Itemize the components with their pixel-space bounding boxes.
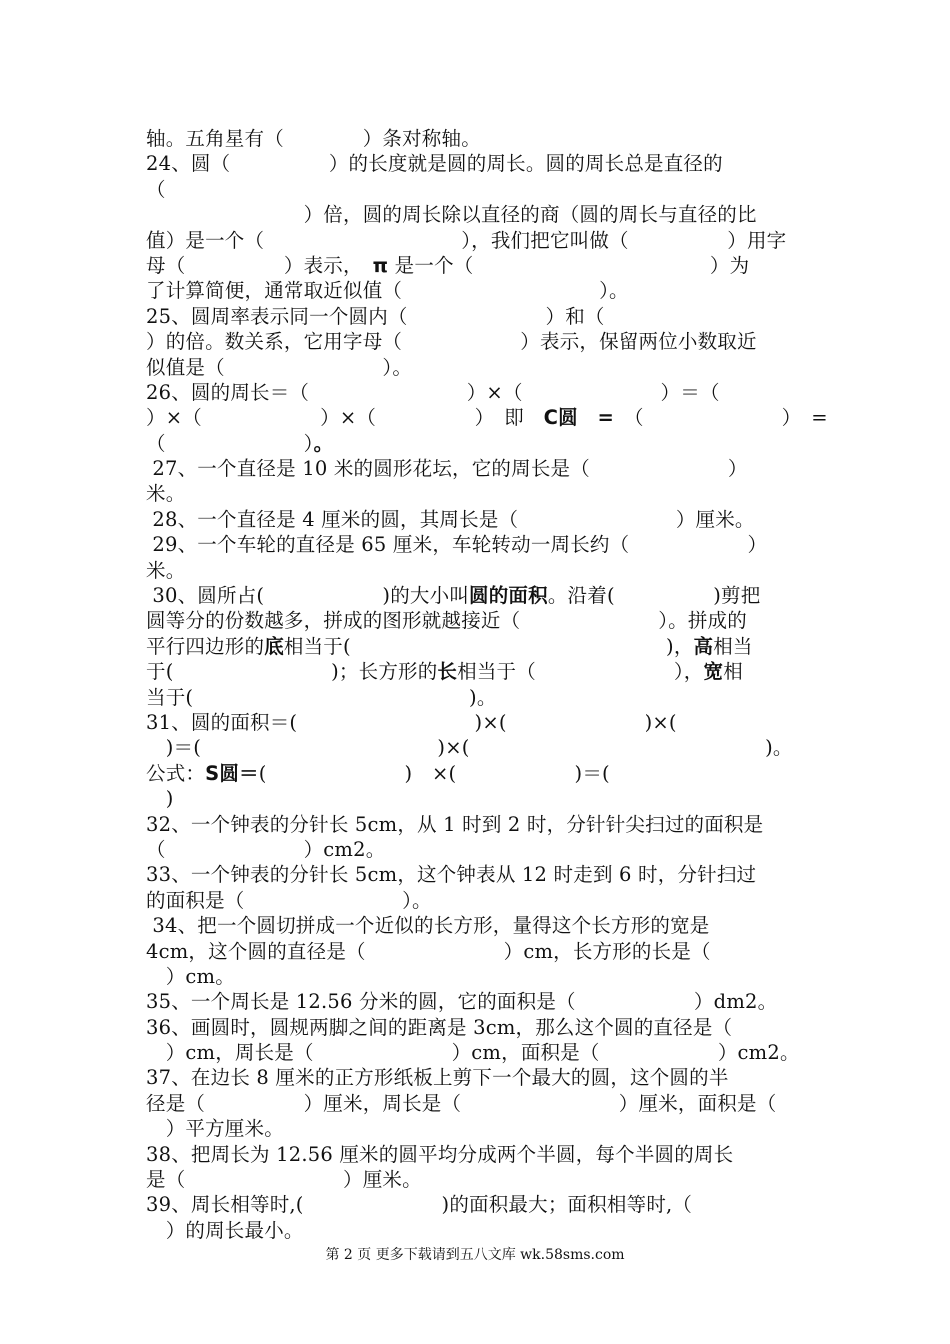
text-run: 于( )；长方形的 [146,660,438,684]
text-run: 相当于( )， [283,634,694,658]
text-line [146,1192,806,1217]
text-line [146,532,806,557]
text-run: 圆等分的份数越多，拼成的图形就越接近（ ）。拼成的 [146,609,747,633]
text-line [146,228,806,253]
text-line [146,659,806,684]
bold-text: 高 [693,634,714,658]
text-run: ）倍，圆的周长除以直径的商（圆的周长与直径的比 [146,203,757,227]
text-line [146,253,806,278]
text-run: 是（ ）厘米。 [146,1168,422,1192]
text-line [146,1167,806,1192]
text-run: 相当于（ ）， [457,660,704,684]
text-run: 25、圆周率表示同一个圆内（ ）和（ [146,304,605,328]
text-run: ) [146,787,174,811]
text-line [146,634,806,659]
text-run: ）cm。 [146,964,235,988]
text-line [146,329,806,354]
text-run: 28、一个直径是 4 厘米的圆，其周长是（ ）厘米。 [146,507,755,531]
text-line [146,685,806,710]
text-line [146,431,806,456]
text-run: 是一个（ ）为 [388,253,750,277]
text-line [146,761,806,786]
text-line [146,964,806,989]
text-line [146,126,806,151]
text-line [146,862,806,887]
text-line [146,888,806,913]
worksheet-body [146,126,828,1243]
text-run: 26、圆的周长＝（ ）×（ ）＝（ [146,380,720,404]
bold-text: S圆＝ [205,761,259,785]
text-run: 39、周长相等时,( )的面积最大；面积相等时,（ [146,1193,693,1217]
text-run: 公式： [146,761,206,785]
text-run: 27、一个直径是 10 米的圆形花坛，它的周长是（ ） [146,457,748,481]
text-run: 平行四边形的 [146,634,265,658]
text-line [146,177,806,202]
text-line [146,583,806,608]
text-run: 30、圆所占( )的大小叫 [146,584,470,608]
text-line [146,405,828,430]
text-run: 相 [723,660,743,684]
text-run: 母（ ）表示， [146,253,373,277]
text-run: ）的倍。数关系，它用字母（ ）表示，保留两位小数取近 [146,330,757,354]
text-run: （ ）cm2。 [146,837,386,861]
text-line [146,355,806,380]
text-run: 34、把一个圆切拼成一个近似的长方形，量得这个长方形的宽是 [146,914,710,938]
text-line [146,380,806,405]
page-footer: 第 2 页 更多下载请到五八文库 wk.58sms.com [325,1247,625,1263]
text-line [146,989,806,1014]
text-run: 米。 [146,482,186,506]
text-line [146,202,806,227]
text-run: 轴。五角星有（ ）条对称轴。 [146,127,481,150]
text-run: （ ） = [614,406,828,430]
text-line [146,304,806,329]
text-line [146,456,806,481]
text-run: 35、一个周长是 12.56 分米的圆，它的面积是（ ）dm2。 [146,990,778,1014]
text-run: 38、把周长为 12.56 厘米的圆平均分成两个半圆，每个半圆的周长 [146,1142,734,1166]
text-line [146,507,806,532]
text-line [146,608,806,633]
text-run: 相当 [713,634,753,658]
text-line [146,710,806,735]
text-run: 值）是一个（ ），我们把它叫做（ ）用字 [146,228,787,252]
text-run: 24、圆（ ）的长度就是圆的周长。圆的周长总是直径的 [146,152,723,176]
text-run: 32、一个钟表的分针长 5cm，从 1 时到 2 时，分针针尖扫过的面积是 [146,812,764,836]
text-run: 29、一个车轮的直径是 65 厘米，车轮转动一周长约（ ） [146,533,768,557]
text-line [146,1040,806,1065]
text-run: 径是（ ）厘米，周长是（ ）厘米，面积是（ [146,1091,777,1115]
text-run: 4cm，这个圆的直径是（ ）cm，长方形的长是（ [146,939,711,963]
text-line [146,481,806,506]
text-run: 的面积是（ ）。 [146,888,432,912]
text-line [146,278,806,303]
bold-text: π [372,253,389,277]
text-line [146,558,806,583]
bold-text: 。 [313,431,334,455]
bold-text: C圆 = [543,406,615,430]
text-run: 。沿着( )剪把 [547,584,761,608]
text-line [146,735,806,760]
text-run: 33、一个钟表的分针长 5cm，这个钟表从 12 时走到 6 时，分针扫过 [146,863,757,887]
text-line [146,939,806,964]
text-line [146,786,806,811]
text-run: 31、圆的面积＝( )×( )×( [146,710,677,734]
text-run: （ [146,177,166,201]
text-run: ）平方厘米。 [146,1117,284,1141]
text-line [146,1218,806,1243]
text-run: （ ） [146,431,314,455]
text-run: ）×（ ）×（ ） 即 [146,406,544,430]
text-run: 似值是（ ）。 [146,355,413,379]
text-line [146,913,806,938]
text-run: 37、在边长 8 厘米的正方形纸板上剪下一个最大的圆，这个圆的半 [146,1066,729,1090]
text-run: 了计算简便，通常取近似值（ ）。 [146,279,629,303]
text-line [146,812,806,837]
text-line [146,837,806,862]
text-line [146,1116,806,1141]
text-line [146,1142,806,1167]
bold-text: 底 [264,634,284,658]
text-line [146,1015,806,1040]
bold-text: 宽 [703,660,724,684]
text-run: ( ) ×( )＝( [258,761,610,785]
text-run: 36、画圆时，圆规两脚之间的距离是 3cm，那么这个圆的直径是（ [146,1015,733,1039]
text-run: 米。 [146,558,186,582]
text-line [146,1091,806,1116]
text-run: ）的周长最小。 [146,1218,304,1242]
text-run: ）cm，周长是（ ）cm，面积是（ ）cm2。 [146,1041,800,1065]
text-line [146,151,806,176]
text-run: 当于( )。 [146,685,497,709]
bold-text: 圆的面积 [469,584,548,608]
bold-text: 长 [437,660,458,684]
text-line [146,1065,806,1090]
text-run: )＝( )×( )。 [146,736,793,760]
